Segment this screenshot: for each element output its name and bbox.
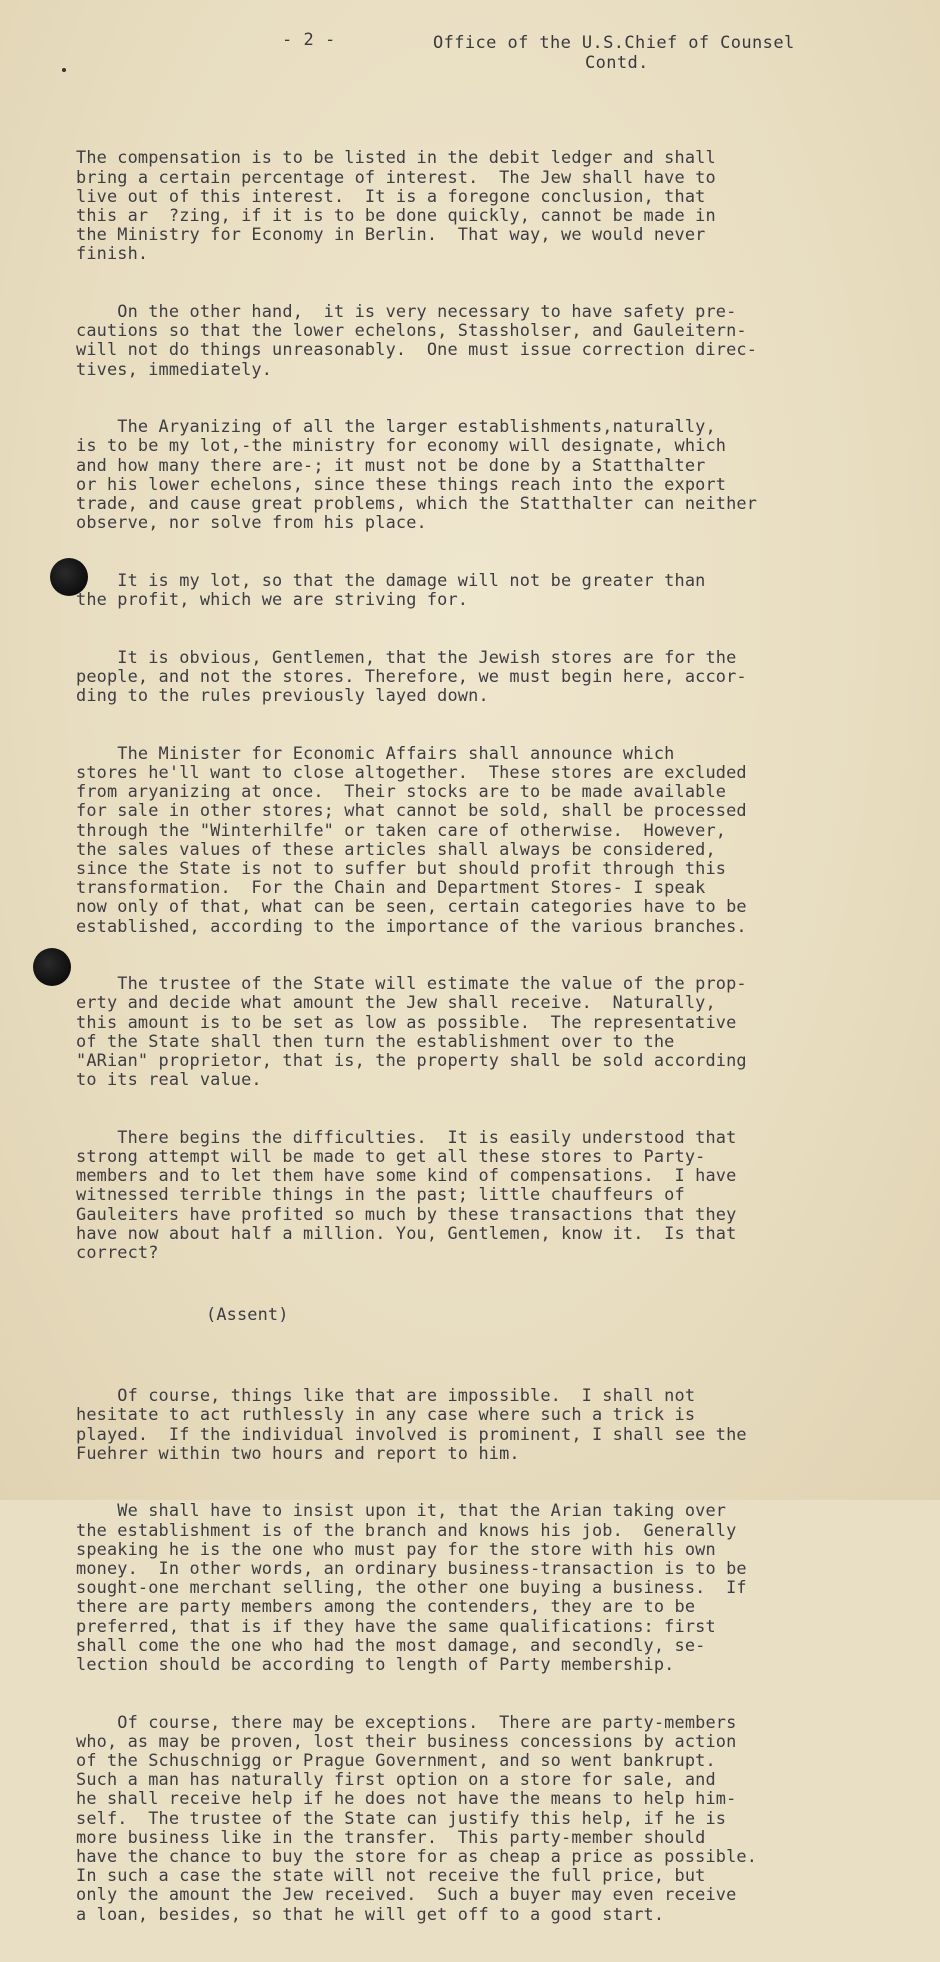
paragraph: There begins the difficulties. It is easily understood that strong attempt will be made to get all these stores to Party- members and to let them have some kind of compensations. I have witnessed terrible things in the past; little chauffeurs of Gauleiters have profited so much by these transactions that they have now about half a million. You, Gentlemen, know it. Is that correct? <box>76 1126 737 1262</box>
assent-line: (Assent) <box>206 1303 289 1324</box>
paragraph: The Aryanizing of all the larger establishments,naturally, is to be my lot,-the ministry for economy will designate, which and how many there are-; it must not be done by a Statthalter or his lower echelons, since these things reach into the export trade, and cause great problems, which the Statthalter can neither observe, nor solve from his place. <box>76 416 758 533</box>
paragraph: We shall have to insist upon it, that the Arian taking over the establishment is of the branch and knows his job. Generally speaking he is the one who must pay for the store with his own money. In other words, an ordinary business-transaction is to be sought-one merchant selling, the other one buying a business. If there are party members among the contenders, they are to be preferred, that is if they have the same qualifications: first shall come the one who had the most damage, and secondly, se- lection should be according to length of Party membership. <box>76 1500 747 1675</box>
body-text <box>76 110 866 1962</box>
page-number: - 2 - <box>282 30 336 50</box>
office-header: Office of the U.S.Chief of Counsel <box>433 33 795 53</box>
paragraph: The Minister for Economic Affairs shall announce which stores he'll want to close altogether. These stores are excluded from aryanizing at once. Their stocks are to be made available for sale in other stores; what cannot be sold, shall be processed through the "Winterhilfe" or taken care of otherwise. However, the sales values of these articles shall always be considered, since the State is not to suffer but should profit through this transformation. For the Chain and Department Stores- I speak now only of that, what can be seen, certain categories have to be established, according to the importance of the various branches. <box>76 742 747 936</box>
paragraph: The compensation is to be listed in the debit ledger and shall bring a certain percentage of interest. The Jew shall have to live out of this interest. It is a foregone conclusion, that this ar ?zing, if it is to be done quickly, cannot be made in the Ministry for Economy in Berlin. That way, we would never finish. <box>76 147 716 264</box>
paragraph: Of course, things like that are impossible. I shall not hesitate to act ruthlessly in any case where such a trick is played. If the individual involved is prominent, I shall see the Fuehrer within two hours and report to him. <box>76 1385 747 1463</box>
paragraph: The trustee of the State will estimate the value of the prop- erty and decide what amount the Jew shall receive. Naturally, this amount is to be set as low as possible. The representative of the State shall then turn the establishment over to the "ARian" proprietor, that is, the property shall be sold according to its real value. <box>76 973 747 1090</box>
paragraph: It is obvious, Gentlemen, that the Jewish stores are for the people, and not the stores. Therefore, we must begin here, accor- ding to the rules previously layed down. <box>76 646 747 706</box>
contd-label: Contd. <box>585 53 649 73</box>
stray-mark <box>62 68 66 72</box>
paragraph: On the other hand, it is very necessary to have safety pre- cautions so that the lower echelons, Stassholser, and Gauleitern- will not do things unreasonably. One must issue correction direc- tives, immediately. <box>76 301 758 379</box>
paragraph: Of course, there may be exceptions. There are party-members who, as may be proven, lost their business concessions by action of the Schuschnigg or Prague Government, and so went bankrupt. Such a man has naturally first option on a store for sale, and he shall receive help if he does not have the means to help him- self. The trustee of the State can justify this help, if he is more business like in the transfer. This party-member should have the chance to buy the store for as cheap a price as possible. In such a case the state will not receive the full price, but only the amount the Jew received. Such a buyer may even receive a loan, besides, so that he will get off to a good start. <box>76 1711 758 1924</box>
punch-hole <box>33 948 71 986</box>
paragraph: It is my lot, so that the damage will not be greater than the profit, which we are striving for. <box>76 569 706 610</box>
